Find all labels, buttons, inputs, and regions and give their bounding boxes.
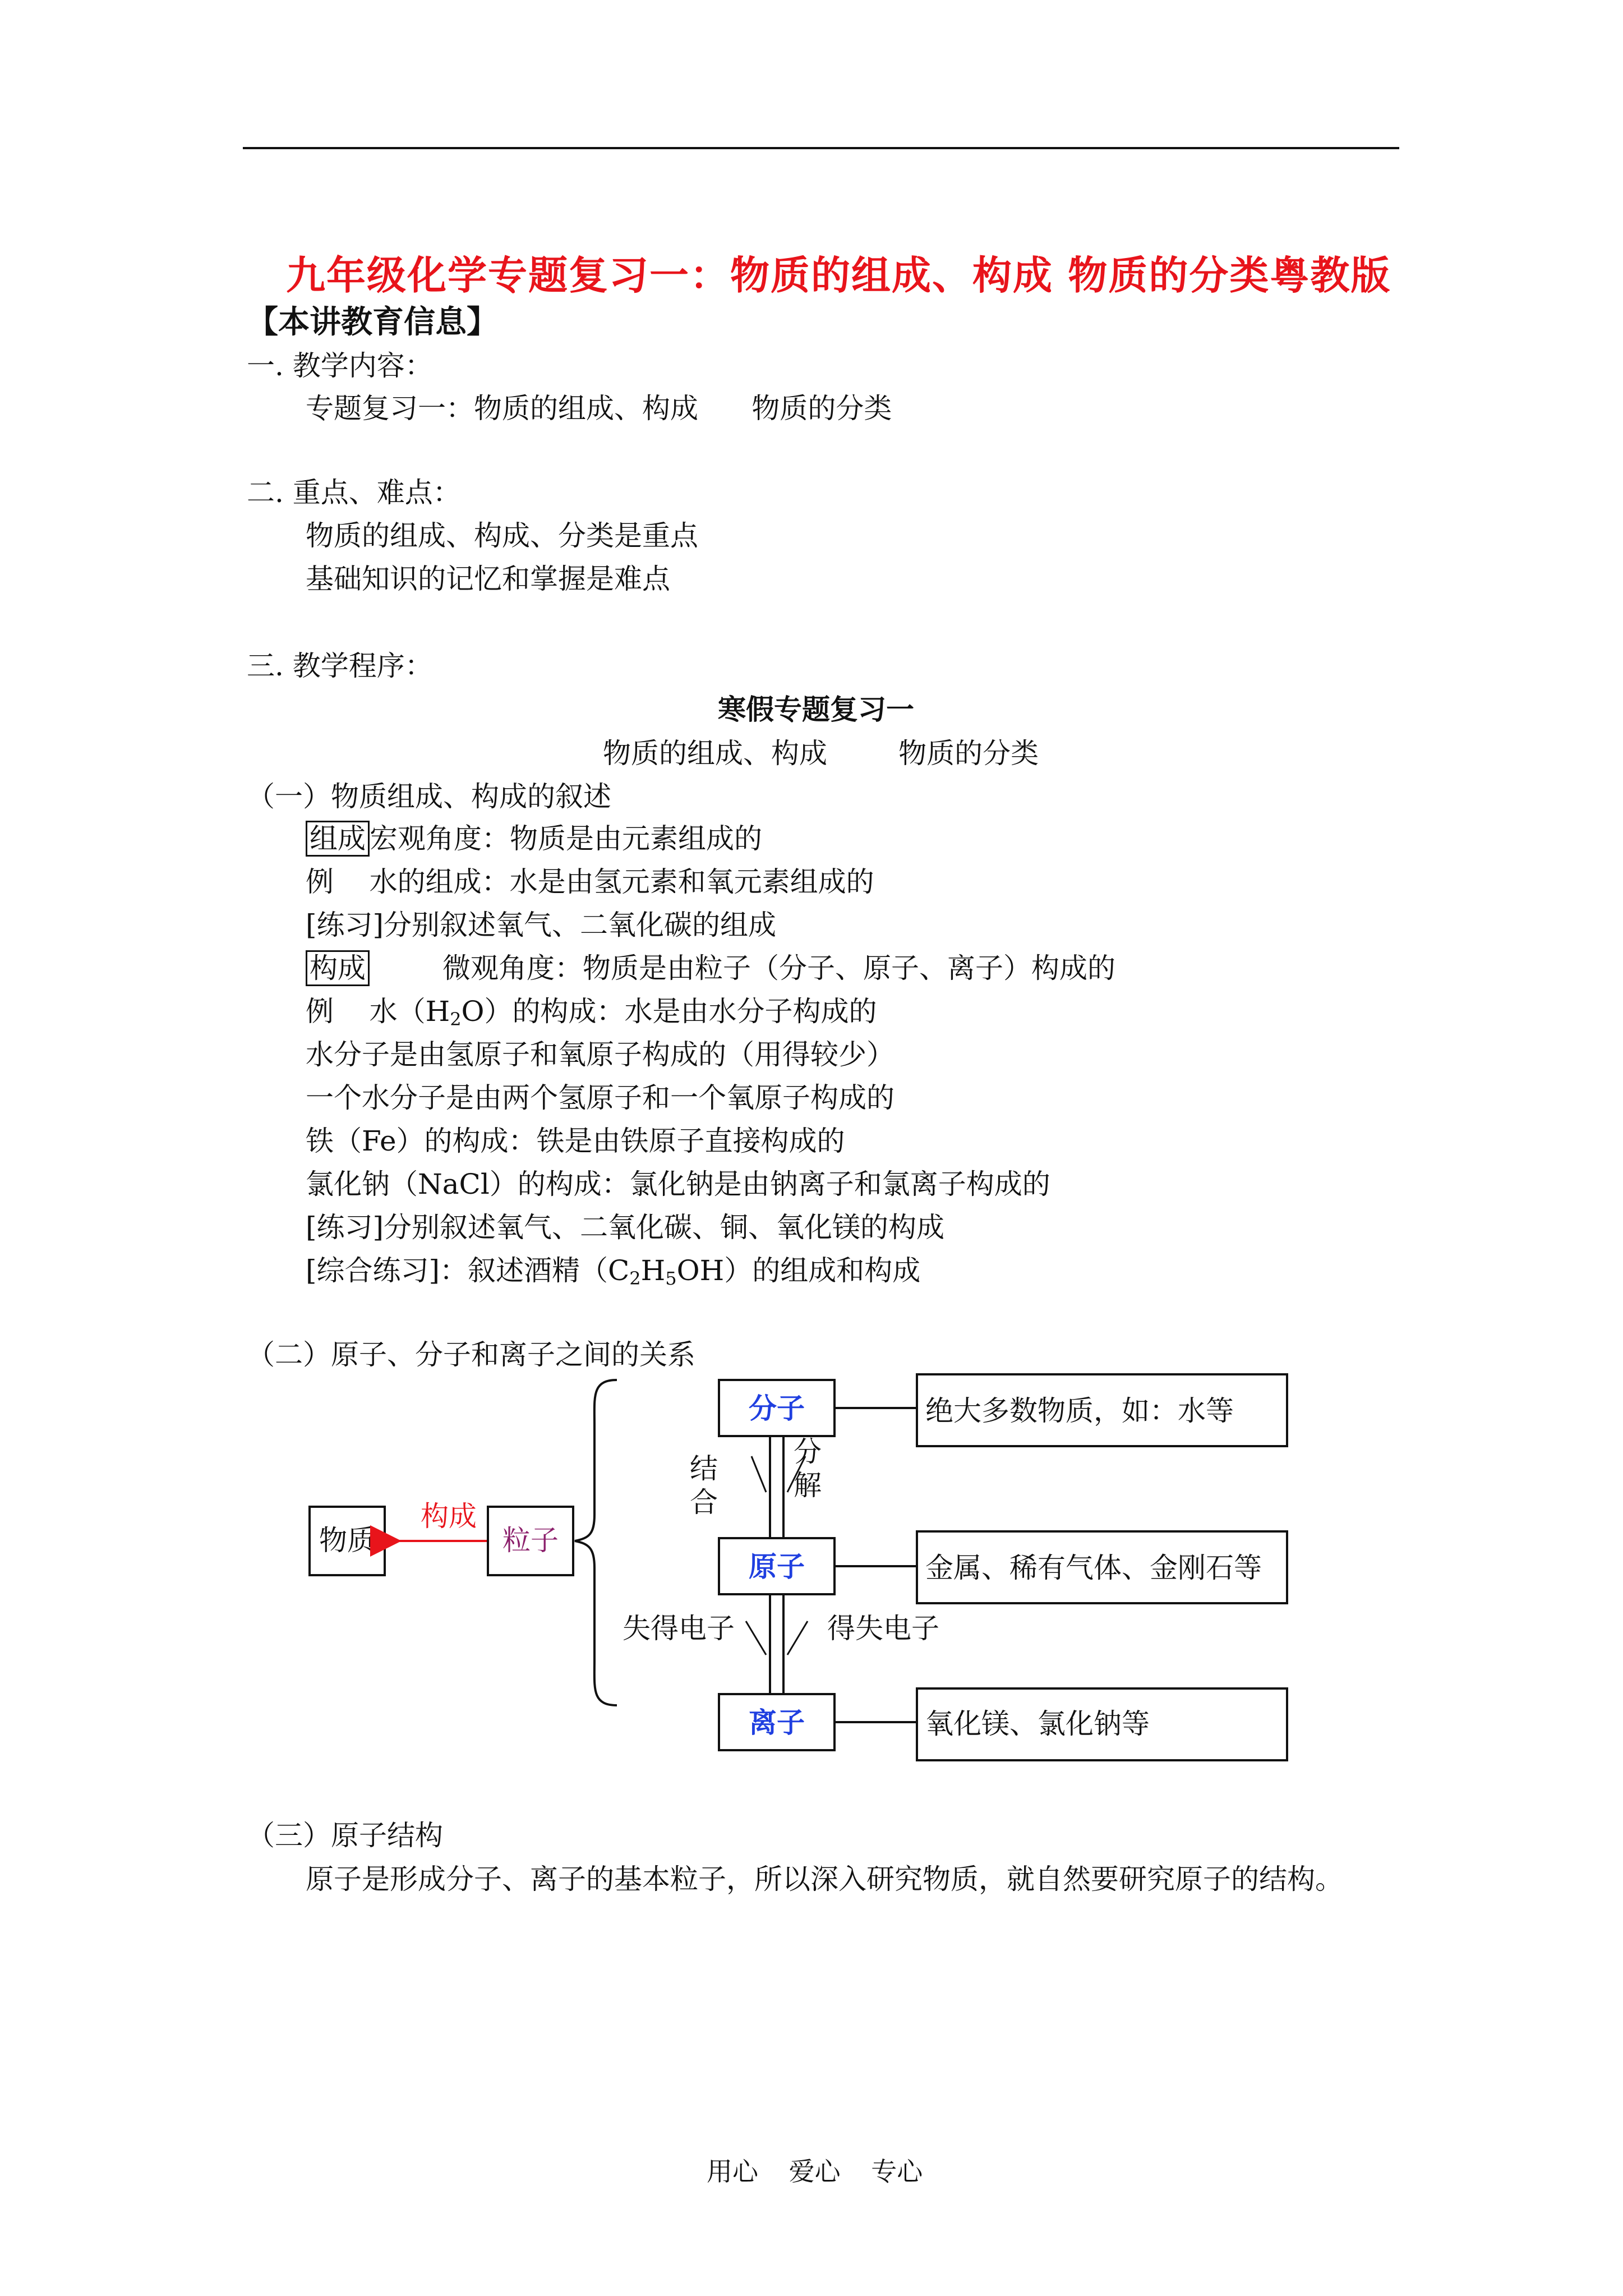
zucheng-text: 宏观角度：物质是由元素组成的 [370,822,762,855]
header-rule [243,147,1399,149]
brace [575,1380,617,1705]
line-b: 一个水分子是由两个氢原子和一个氧原子构成的 [306,1082,895,1114]
decompose-label-2: 解 [794,1469,822,1502]
lose-gain-leader [746,1621,766,1655]
s1-content: 专题复习一：物质的组成、构成 物质的分类 [306,392,892,425]
example-1: 例 水的组成：水是由氢元素和氧元素组成的 [306,866,874,898]
gain-lose-label: 得失电子 [827,1612,939,1645]
practice-2: [练习]分别叙述氧气、二氧化碳、铜、氧化镁的构成 [306,1211,945,1244]
comprehensive-practice: [综合练习]：叙述酒精$(C_2H_5OH)$的组成和构成 [306,1254,921,1289]
particle-label: 粒子 [502,1524,559,1557]
section-header: 【本讲教育信息】 [247,303,498,341]
footer: 用心 爱心 专心 [707,2156,923,2187]
diagram-svg [303,1358,1312,1773]
page-title: 九年级化学专题复习一：物质的组成、构成 物质的分类粤教版 [286,252,1391,298]
ion-example: 氧化镁、氯化钠等 [925,1708,1150,1740]
atom-example: 金属、稀有气体、金刚石等 [925,1552,1262,1584]
s2-heading: 二. 重点、难点： [247,476,461,509]
zucheng-line [306,816,762,857]
line-c: 铁（Fe）的构成：铁是由铁原子直接构成的 [306,1125,845,1157]
goucheng-box: 构成 [306,950,370,986]
combine-label-1: 结 [690,1452,718,1485]
part3-text: 原子是形成分子、离子的基本粒子，所以深入研究物质，就自然要研究原子的结构。 [306,1863,1343,1895]
matter-label: 物质 [319,1524,375,1557]
part2-heading: （二）原子、分子和离子之间的关系 [247,1338,695,1371]
s2-line1: 物质的组成、构成、分类是重点 [306,519,698,552]
relationship-diagram [303,1358,1312,1773]
decompose-label-1: 分 [794,1435,822,1468]
zucheng-box: 组成 [306,821,370,857]
combine-label-2: 合 [690,1486,718,1519]
center-title: 寒假专题复习一 [718,693,914,726]
line-a: 水分子是由氢原子和氧原子构成的（用得较少） [306,1038,895,1071]
center-subtitle: 物质的组成、构成 物质的分类 [603,737,1039,770]
example-2: 例 水$(H_2O)$的构成：水是由水分子构成的 [306,995,877,1030]
line-d: 氯化钠（NaCl）的构成：氯化钠是由钠离子和氯离子构成的 [306,1168,1050,1200]
combine-leader [751,1456,766,1492]
ion-label: 离子 [749,1706,805,1739]
s1-heading: 一. 教学内容： [247,349,433,382]
s2-line2: 基础知识的记忆和掌握是难点 [306,563,670,595]
molecule-example: 绝大多数物质，如：水等 [925,1395,1234,1427]
constitute-label: 构成 [421,1500,477,1533]
goucheng-line [306,946,1115,986]
goucheng-text: 微观角度：物质是由粒子（分子、原子、离子）构成的 [442,952,1115,984]
atom-label: 原子 [749,1550,805,1583]
practice-1: [练习]分别叙述氧气、二氧化碳的组成 [306,909,777,941]
part1-heading: （一）物质组成、构成的叙述 [247,780,611,813]
part3-heading: （三）原子结构 [247,1819,443,1852]
molecule-label: 分子 [749,1392,805,1425]
gain-lose-leader [787,1621,808,1655]
lose-gain-label: 失得电子 [623,1612,735,1645]
s3-heading: 三. 教学程序： [247,650,433,682]
